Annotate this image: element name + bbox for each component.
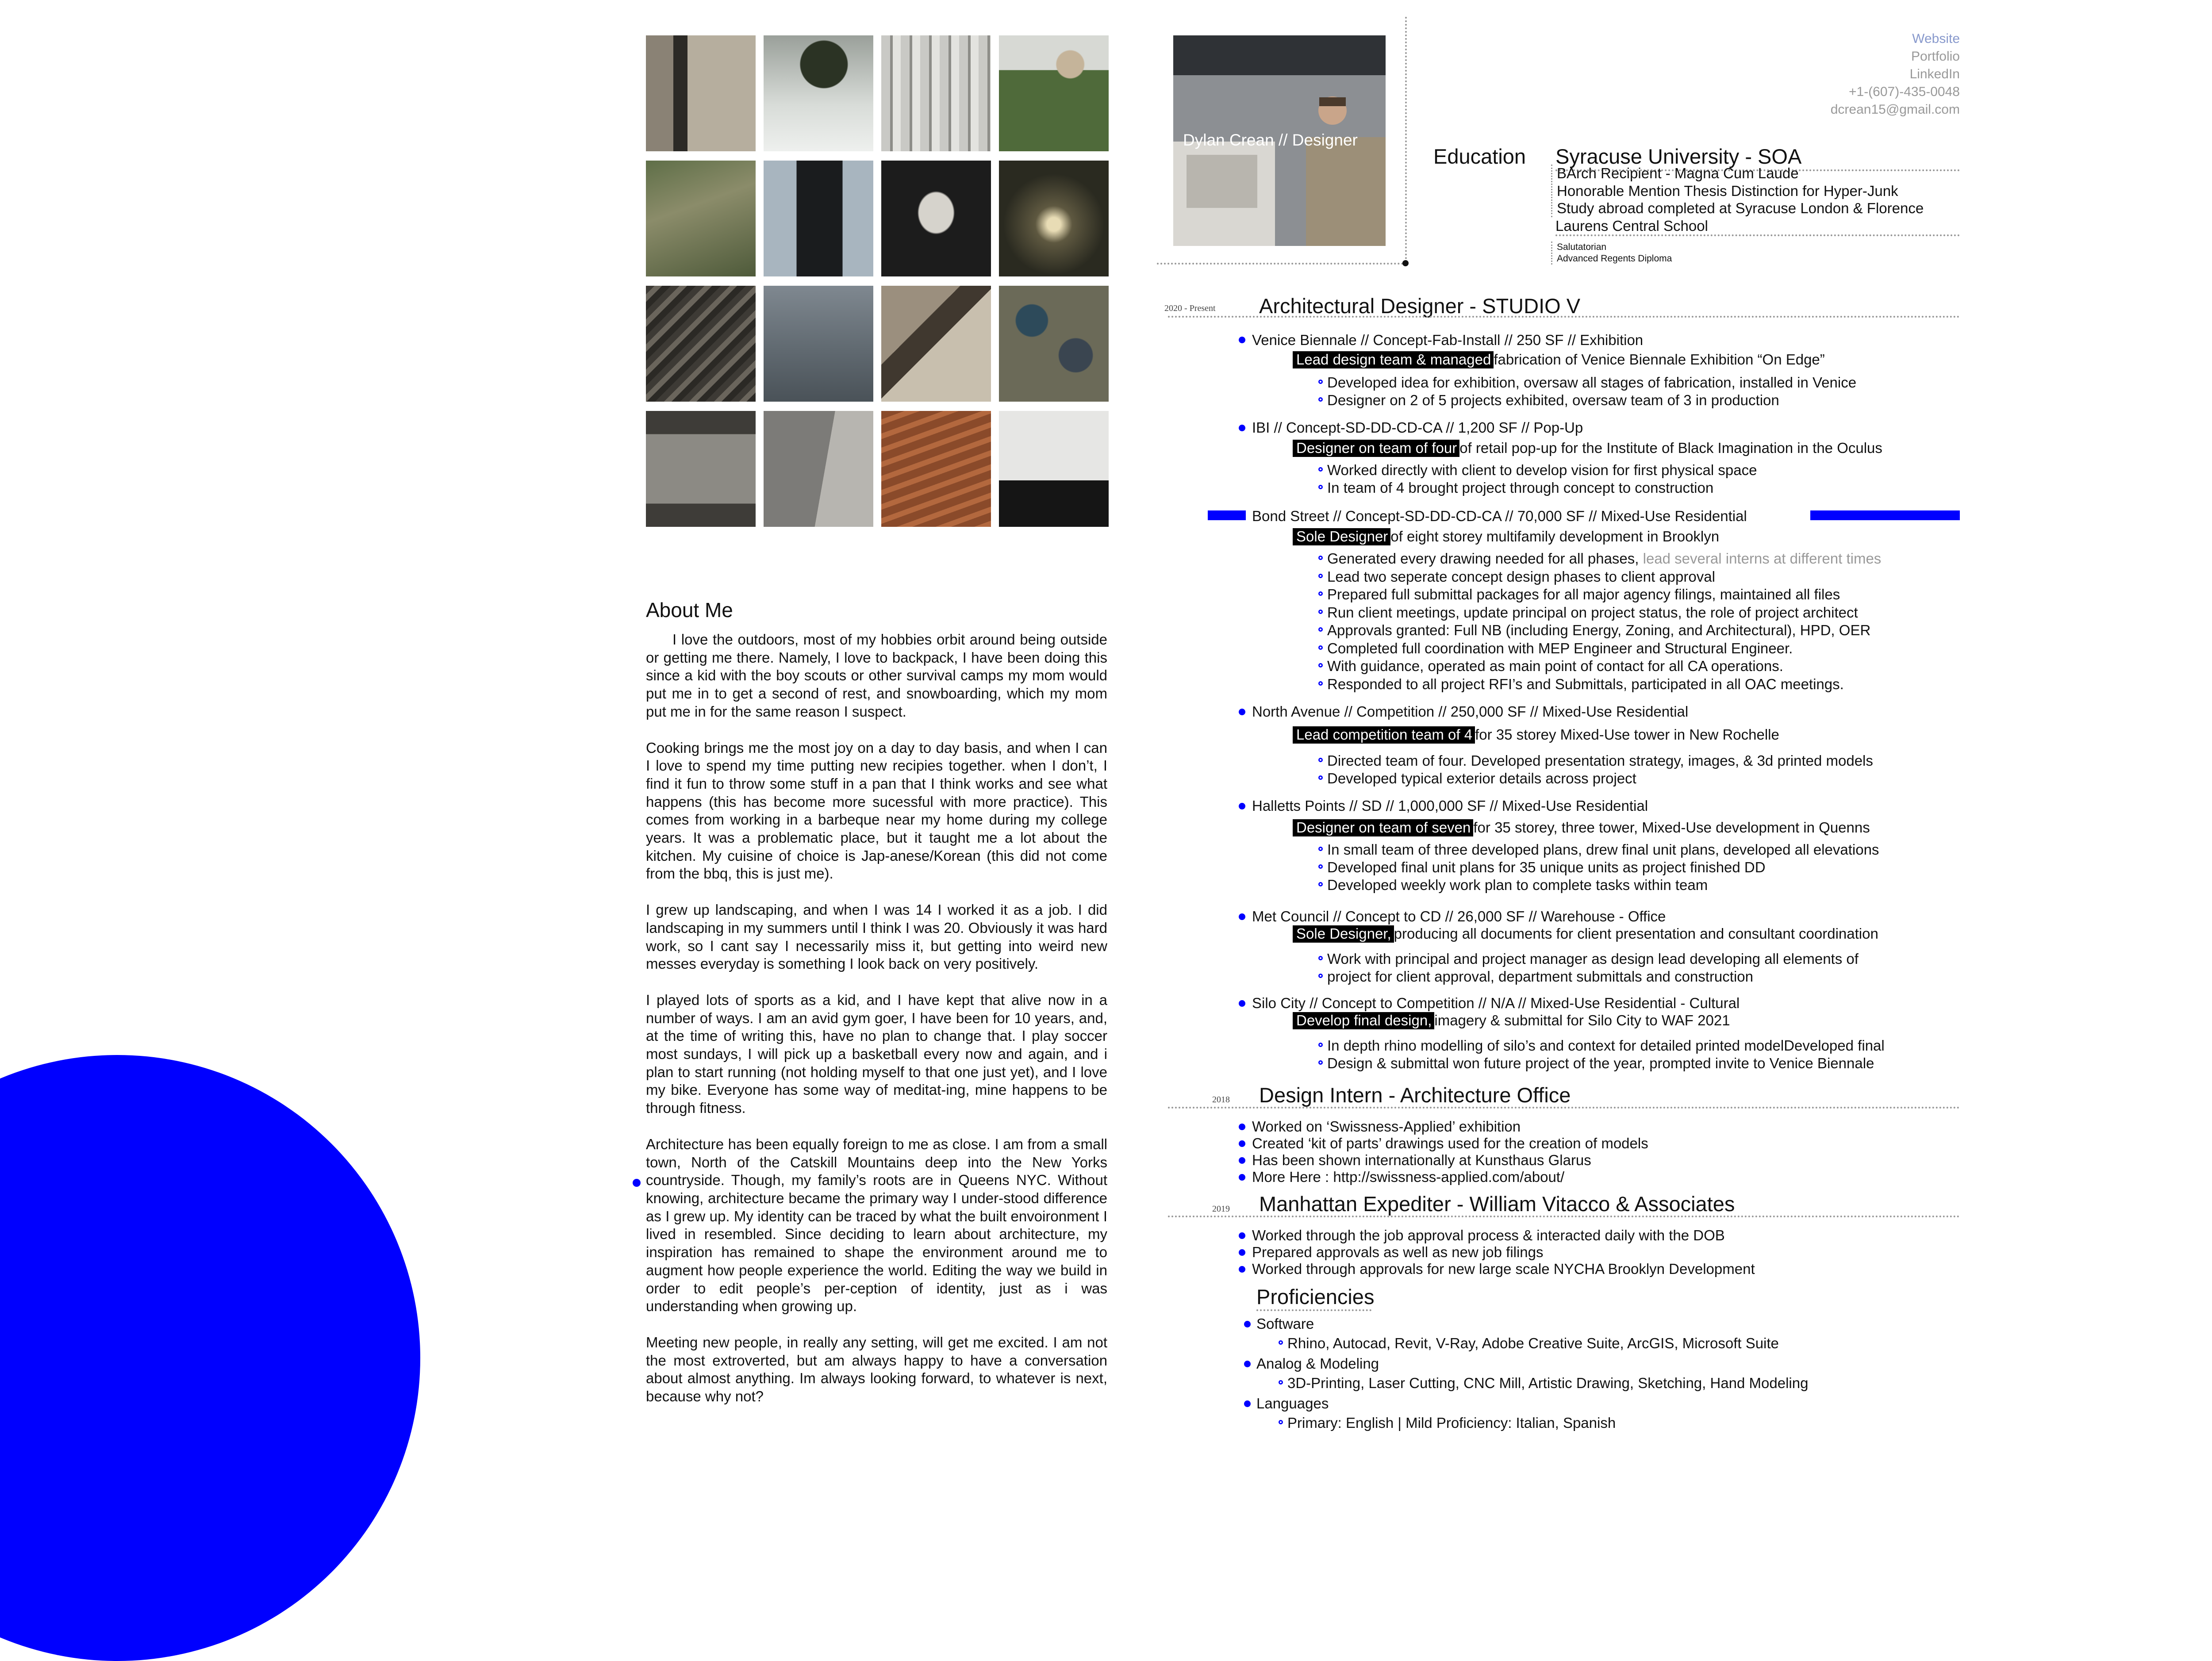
job-bullet xyxy=(1239,1266,1245,1273)
project-detail: Developed weekly work plan to complete tasks within team xyxy=(1327,877,1708,893)
photo-window-light xyxy=(881,161,991,276)
project-summary-text: imagery & submittal for Silo City to WAF 2021 xyxy=(1434,1012,1730,1028)
about-paragraph: Architecture has been equally foreign to me as close. I am from a small town, North of the Catskill Mountains deep into the New Yorks countryside. Though, my family’s roots are in Queens NYC. Without knowing, architecture became the primary way I under-stood difference as I grew up. My identity can be traced by what the built envoironment I lived in resembled. Since deciding to learn about architecture, my inspiration has remained to shape the environment around me to augment how people experience the world. Editing the way we build in order to edit people’s per-ception of identity, just as i was understanding when growing up. xyxy=(646,1135,1107,1315)
photo-aerial-landscape xyxy=(646,161,756,276)
project-highlight: Lead competition team of 4 xyxy=(1293,726,1475,744)
project-name: North Avenue // Competition // 250,000 SF // Mixed-Use Residential xyxy=(1252,703,1689,720)
detail-bullet xyxy=(1318,610,1323,614)
detail-bullet xyxy=(1318,485,1323,489)
project-highlight: Lead design team & managed xyxy=(1293,351,1494,368)
project-summary xyxy=(1293,925,1878,942)
detail-bullet xyxy=(1318,1043,1323,1047)
project-detail-note: lead several interns at different times xyxy=(1643,550,1882,567)
project-detail: In team of 4 brought project through concept to construction xyxy=(1327,480,1714,496)
project-detail: With guidance, operated as main point of contact for all CA operations. xyxy=(1327,658,1783,674)
project-summary-text: for 35 storey Mixed-Use tower in New Rochelle xyxy=(1475,726,1779,743)
project-bullet xyxy=(1239,425,1245,431)
project-name: Halletts Points // SD // 1,000,000 SF // Mixed-Use Residential xyxy=(1252,798,1648,814)
proficiency-detail-bullet xyxy=(1279,1380,1283,1385)
photo-tree-snow xyxy=(764,35,873,151)
detail-bullet xyxy=(1318,864,1323,869)
project-highlight: Designer on team of seven xyxy=(1293,819,1473,836)
about-paragraph: Meeting new people, in really any setting, will get me excited. I am not the most extroverted, but am always happy to have a conversation about almost anything. Im always looking forward, to whatever is next, because why not? xyxy=(646,1334,1107,1405)
project-detail: Developed idea for exhibition, oversaw all stages of fabrication, installed in Venice xyxy=(1327,374,1857,391)
job-bullet xyxy=(1239,1140,1245,1147)
detail-bullet xyxy=(1318,663,1323,667)
about-paragraph: I grew up landscaping, and when I was 14 I worked it as a job. I did landscaping in my summers until I think I was 20. Obviously it was hard work, so I cant say I necessarily miss it, but getting into weird new messes everyday is something I look back on very positively. xyxy=(646,901,1107,972)
project-summary-text: of eight storey multifamily development in Brooklyn xyxy=(1390,528,1720,545)
job-bullet xyxy=(1239,1174,1245,1181)
guide-line-horizontal xyxy=(1157,263,1407,265)
photo-wood-structure xyxy=(881,286,991,402)
photo-sun-trees xyxy=(999,161,1109,276)
detail-bullet xyxy=(1318,574,1323,578)
project-name: Met Council // Concept to CD // 26,000 SF // Warehouse - Office xyxy=(1252,908,1666,924)
highlight-bar-left xyxy=(1208,510,1246,520)
job-title: Architectural Designer - STUDIO V xyxy=(1259,294,1581,318)
guide-end-dot xyxy=(1402,260,1409,266)
education-school: Syracuse University - SOA xyxy=(1555,144,1960,171)
proficiency-group: Analog & Modeling xyxy=(1256,1355,1379,1372)
job-title: Design Intern - Architecture Office xyxy=(1259,1083,1571,1107)
highlight-bar-right xyxy=(1810,510,1960,520)
project-detail: Lead two seperate concept design phases to client approval xyxy=(1327,568,1715,585)
about-paragraph: I played lots of sports as a kid, and I have kept that alive now in a number of ways. I am an avid gym goer, I have been for 10 years, and, at the time of writing this, have no plan to change that. I play soccer most sundays, I will pick up a basketball every now and again, and i plan to start running (not holding myself to that one just yet), and I love my bike. Everyone has some way of meditat-ing, mine happens to be through fitness. xyxy=(646,991,1107,1116)
proficiency-bullet xyxy=(1244,1361,1251,1367)
detail-bullet xyxy=(1318,380,1323,384)
project-highlight: Sole Designer, xyxy=(1293,925,1394,943)
proficiency-bullet xyxy=(1244,1400,1251,1407)
detail-bullet xyxy=(1318,397,1323,402)
job-rule xyxy=(1168,1216,1960,1217)
detail-bullet xyxy=(1318,556,1323,560)
photo-grid xyxy=(646,35,1108,527)
project-detail: Prepared full submittal packages for all major agency filings, maintained all files xyxy=(1327,586,1840,602)
project-summary-text: of retail pop-up for the Institute of Black Imagination in the Oculus xyxy=(1459,440,1882,456)
project-detail: Run client meetings, update principal on project status, the role of project architect xyxy=(1327,604,1858,621)
job-bullet-text: Has been shown internationally at Kunsthaus Glarus xyxy=(1252,1152,1591,1168)
project-name: Bond Street // Concept-SD-DD-CD-CA // 70,000 SF // Mixed-Use Residential xyxy=(1252,508,1747,524)
education-line: BArch Recipient - Magna Cum Laude xyxy=(1557,165,1799,181)
detail-bullet xyxy=(1318,758,1323,762)
project-name: Silo City // Concept to Competition // N/A // Mixed-Use Residential - Cultural xyxy=(1252,995,1740,1011)
proficiency-detail: Rhino, Autocad, Revit, V-Ray, Adobe Creative Suite, ArcGIS, Microsoft Suite xyxy=(1287,1335,1779,1351)
linkedin-link[interactable]: LinkedIn xyxy=(1909,67,1960,81)
education-line: Study abroad completed at Syracuse London & Florence xyxy=(1557,200,1924,217)
job-bullet-link[interactable]: More Here : http://swissness-applied.com/about/ xyxy=(1252,1169,1565,1185)
project-summary-text: producing all documents for client presentation and consultant coordination xyxy=(1394,925,1878,942)
detail-bullet xyxy=(1318,681,1323,686)
job-date: 2018 xyxy=(1212,1095,1230,1105)
detail-bullet xyxy=(1318,882,1323,886)
detail-bullet xyxy=(1318,974,1323,978)
proficiency-detail-bullet xyxy=(1279,1420,1283,1424)
job-bullet xyxy=(1239,1232,1245,1239)
photo-concrete-wall xyxy=(646,35,756,151)
project-detail-text: Generated every drawing needed for all phases, xyxy=(1327,550,1639,567)
project-detail: Responded to all project RFI’s and Submittals, participated in all OAC meetings. xyxy=(1327,676,1844,692)
project-bullet xyxy=(1239,709,1245,715)
proficiency-bullet xyxy=(1244,1321,1251,1327)
project-detail: In small team of three developed plans, drew final unit plans, developed all elevations xyxy=(1327,841,1879,858)
project-highlight: Designer on team of four xyxy=(1293,440,1459,457)
job-title: Manhattan Expediter - William Vitacco & Associates xyxy=(1259,1192,1735,1216)
project-detail: Directed team of four. Developed presentation strategy, images, & 3d printed models xyxy=(1327,752,1873,769)
guide-line-vertical xyxy=(1405,17,1407,263)
photo-feet-overlook xyxy=(999,411,1109,527)
proficiency-detail: Primary: English | Mild Proficiency: Italian, Spanish xyxy=(1287,1415,1616,1431)
website-link[interactable]: Website xyxy=(1912,31,1960,46)
project-name: Venice Biennale // Concept-Fab-Install // 250 SF // Exhibition xyxy=(1252,332,1644,348)
project-detail xyxy=(1327,550,1881,567)
decorative-blue-circle xyxy=(0,1055,420,1661)
about-title: About Me xyxy=(646,598,733,621)
detail-bullet xyxy=(1318,645,1323,650)
project-bullet xyxy=(1239,803,1245,809)
job-bullet xyxy=(1239,1124,1245,1130)
education-details xyxy=(1551,165,1924,217)
job-rule xyxy=(1168,1107,1960,1109)
project-detail: Design & submittal won future project of the year, prompted invite to Venice Biennale xyxy=(1327,1055,1874,1071)
job-bullet-text: Created ‘kit of parts’ drawings used for the creation of models xyxy=(1252,1135,1648,1151)
project-bullet xyxy=(1239,1000,1245,1007)
photo-timber-slats xyxy=(881,411,991,527)
project-summary xyxy=(1293,440,1882,456)
project-summary-text: fabrication of Venice Biennale Exhibition “On Edge” xyxy=(1494,351,1825,368)
photo-people-garden xyxy=(999,35,1109,151)
education-small-notes xyxy=(1551,242,1672,265)
project-name: IBI // Concept-SD-DD-CD-CA // 1,200 SF // Pop-Up xyxy=(1252,419,1583,436)
job-bullet xyxy=(1239,1157,1245,1164)
project-detail: Worked directly with client to develop vision for first physical space xyxy=(1327,462,1757,478)
job-bullet-text: Worked through the job approval process & interacted daily with the DOB xyxy=(1252,1227,1725,1243)
job-bullet-text: Worked on ‘Swissness-Applied’ exhibition xyxy=(1252,1118,1521,1135)
about-paragraph: Cooking brings me the most joy on a day to day basis, and when I can I love to spend my time putting new recipies together. when I don’t, I find it fun to throw some stuff in a pan that I think works and see what happens (this has become more sucessful with more practice). This comes from working in a barbeque near my home during my college years. It was a problematic place, but it taught me a lot about the kitchen. My cuisine of choice is Jap-anese/Korean (this did not come from the bbq, this is just me). xyxy=(646,739,1107,882)
bullet-dot xyxy=(633,1179,641,1187)
phone-number: +1-(607)-435-0048 xyxy=(1848,84,1960,99)
job-date: 2019 xyxy=(1212,1204,1230,1214)
email-address[interactable]: dcrean15@gmail.com xyxy=(1830,102,1960,117)
detail-bullet xyxy=(1318,956,1323,960)
project-summary xyxy=(1293,1012,1730,1029)
project-detail: Developed final unit plans for 35 unique units as project finished DD xyxy=(1327,859,1766,875)
project-summary xyxy=(1293,726,1779,743)
project-summary xyxy=(1293,819,1870,836)
detail-bullet xyxy=(1318,627,1323,632)
education-school-secondary: Laurens Central School xyxy=(1555,218,1960,236)
job-rule xyxy=(1168,316,1960,318)
education-note: Salutatorian xyxy=(1557,242,1607,252)
portrait-caption: Dylan Crean // Designer xyxy=(1183,131,1358,149)
project-detail: Work with principal and project manager as design lead developing all elements of xyxy=(1327,951,1859,967)
project-summary-text: for 35 storey, three tower, Mixed-Use development in Quenns xyxy=(1473,819,1870,836)
proficiency-group: Software xyxy=(1256,1316,1314,1332)
job-date: 2020 - Present xyxy=(1164,303,1216,313)
project-detail: project for client approval, department submittals and construction xyxy=(1327,968,1753,985)
project-summary xyxy=(1293,351,1825,368)
project-detail: Designer on 2 of 5 projects exhibited, oversaw team of 3 in production xyxy=(1327,392,1779,408)
detail-bullet xyxy=(1318,591,1323,596)
project-highlight: Develop final design, xyxy=(1293,1012,1434,1029)
education-note: Advanced Regents Diploma xyxy=(1557,253,1672,264)
photo-pots-above xyxy=(999,286,1109,402)
project-detail: Approvals granted: Full NB (including Energy, Zoning, and Architectural), HPD, OER xyxy=(1327,622,1871,638)
education-line: Honorable Mention Thesis Distinction for Hyper-Junk xyxy=(1557,182,1898,199)
job-bullet xyxy=(1239,1249,1245,1256)
photo-dark-monolith xyxy=(764,161,873,276)
detail-bullet xyxy=(1318,467,1323,472)
portfolio-link[interactable]: Portfolio xyxy=(1911,49,1960,64)
photo-courtyard-plan xyxy=(646,411,756,527)
project-bullet xyxy=(1239,913,1245,920)
project-detail: In depth rhino modelling of silo’s and context for detailed printed modelDeveloped final xyxy=(1327,1037,1885,1054)
proficiency-detail: 3D-Printing, Laser Cutting, CNC Mill, Artistic Drawing, Sketching, Hand Modeling xyxy=(1287,1375,1809,1391)
project-summary xyxy=(1293,528,1719,545)
project-bullet xyxy=(1239,337,1245,343)
photo-gravel-glass xyxy=(764,411,873,527)
job-bullet-text: Prepared approvals as well as new job filings xyxy=(1252,1244,1544,1260)
education-label: Education xyxy=(1433,145,1526,168)
about-paragraph: I love the outdoors, most of my hobbies orbit around being outside or getting me there. Namely, I love to backpack, I have been doing this since a kid with the boy scouts or other survival camps my mom would put me in to get a second of rest, and snowboarding, which my mom put me in for the same reason I suspect. xyxy=(646,631,1107,720)
proficiencies-title: Proficiencies xyxy=(1256,1285,1375,1308)
detail-bullet xyxy=(1318,847,1323,851)
about-text xyxy=(646,631,1107,1424)
proficiencies-rule xyxy=(1256,1309,1371,1311)
photo-foggy-lake xyxy=(764,286,873,402)
contact-block xyxy=(1770,30,1960,119)
proficiency-group: Languages xyxy=(1256,1395,1329,1412)
project-detail: Completed full coordination with MEP Engineer and Structural Engineer. xyxy=(1327,640,1793,656)
project-detail: Developed typical exterior details across project xyxy=(1327,770,1636,786)
job-bullet-text: Worked through approvals for new large scale NYCHA Brooklyn Development xyxy=(1252,1261,1755,1277)
proficiency-detail-bullet xyxy=(1279,1340,1283,1345)
photo-birch-bark xyxy=(881,35,991,151)
detail-bullet xyxy=(1318,1060,1323,1065)
project-highlight: Sole Designer xyxy=(1293,528,1390,545)
detail-bullet xyxy=(1318,775,1323,780)
photo-rock-texture xyxy=(646,286,756,402)
